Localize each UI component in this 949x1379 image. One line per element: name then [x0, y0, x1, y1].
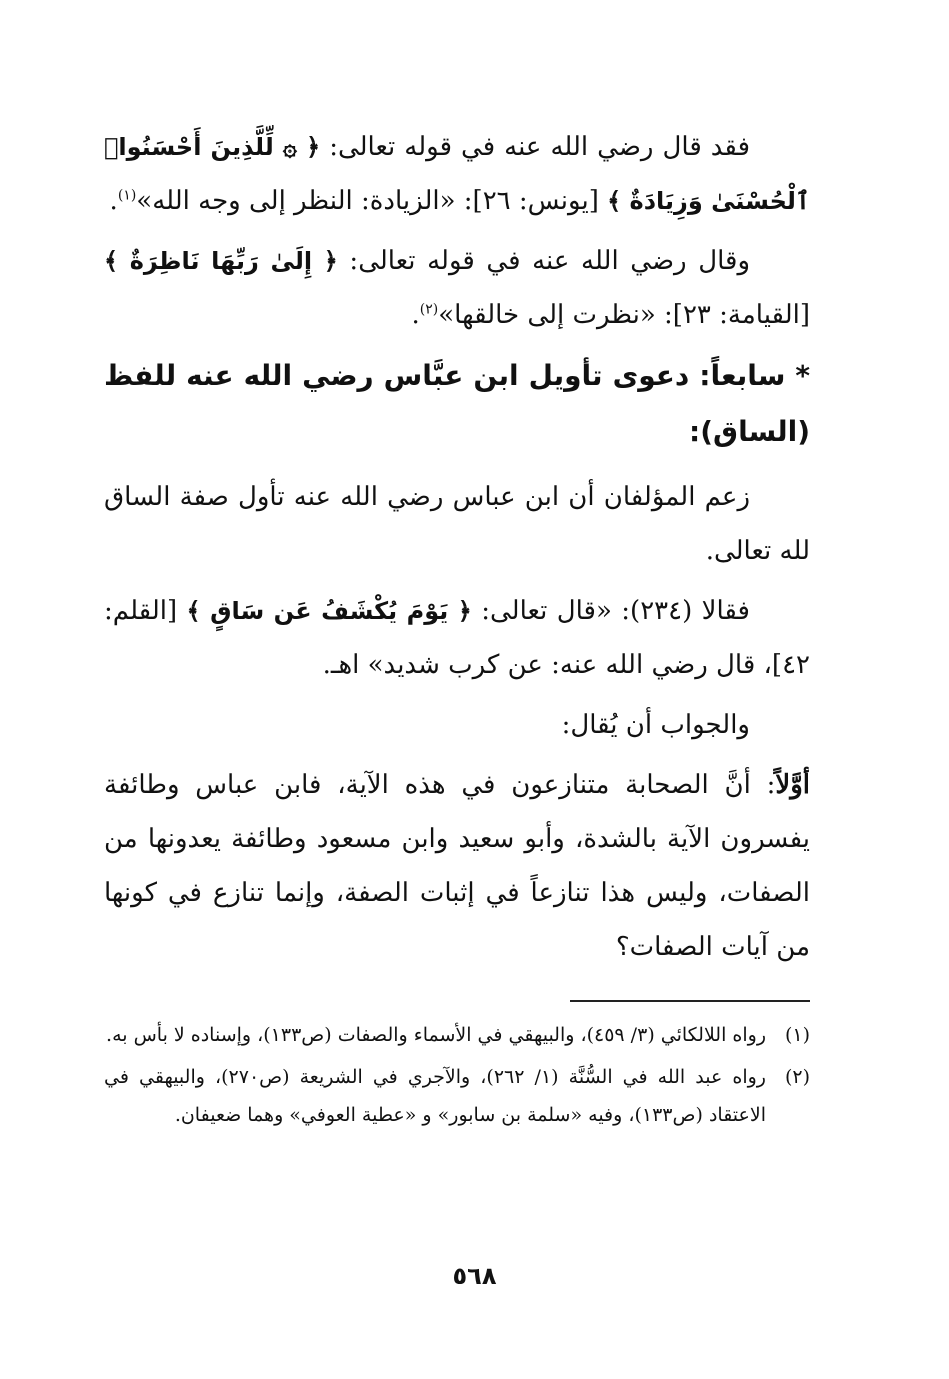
- footnote-1-number: (١): [784, 1024, 810, 1046]
- paragraph-3: زعم المؤلفان أن ابن عباس رضي الله عنه تأول صفة الساق لله تعالى.: [104, 482, 810, 566]
- paragraph-6: [104, 758, 810, 974]
- paragraph-4: [104, 584, 810, 692]
- paragraph-1-intro: فقد قال رضي الله عنه في قوله تعالى:: [320, 132, 750, 162]
- quran-verse-yunus: ﴿ ۞ لِّلَّذِينَ أَحْسَنُوا۟ ٱلْحُسْنَىٰ وَزِيَادَةٌ ﴾: [104, 133, 810, 215]
- paragraph-2: [104, 234, 810, 342]
- footnote-ref-2[interactable]: (٢): [419, 301, 439, 318]
- paragraph-1-citation: [يونس: ٢٦]: «الزيادة: النظر إلى وجه الله»: [136, 186, 608, 216]
- quran-verse-qiyamah: ﴿ إِلَىٰ رَبِّهَا نَاظِرَةٌ ﴾: [104, 247, 338, 275]
- paragraph-4-rest: [القلم: ٤٢]، قال رضي الله عنه: عن كرب شديد» اهـ.: [104, 596, 810, 680]
- paragraph-1: [104, 120, 810, 228]
- quran-verse-qalam: ﴿ يَوْمَ يُكْشَفُ عَن سَاقٍ ﴾: [186, 597, 472, 625]
- paragraph-1-end: .: [109, 186, 118, 216]
- paragraph-2-citation: [القيامة: ٢٣]: «نظرت إلى خالقها»: [438, 300, 810, 330]
- paragraph-6-text: : أنَّ الصحابة متنازعون في هذه الآية، فابن عباس وطائفة يفسرون الآية بالشدة، وأبو سعيد وابن مسعود وطائفة يعدونها من الصفات، وليس هذا تنازعاً في إثبات الصفة، وإنما تنازع في كونها من آيات الصفات؟: [104, 770, 810, 962]
- footnote-2: [104, 1058, 810, 1134]
- footnote-2-number: (٢): [784, 1066, 810, 1088]
- footnote-1-text: رواه اللالكائي (٣/ ٤٥٩)، والبيهقي في الأسماء والصفات (ص١٣٣)، وإسناده لا بأس به.: [106, 1024, 766, 1046]
- footnote-divider: [570, 1000, 810, 1002]
- footnote-1: [104, 1016, 810, 1054]
- section-heading: * سابعاً: دعوى تأويل ابن عبَّاس رضي الله عنه للفظ (الساق):: [104, 359, 810, 448]
- paragraph-2-intro: وقال رضي الله عنه في قوله تعالى:: [337, 246, 750, 276]
- paragraph-6-lead: أوَّلاً: [775, 770, 810, 800]
- footnote-2-text: رواه عبد الله في السُّنَّة (١/ ٢٦٢)، والآجري في الشريعة (ص٢٧٠)، والبيهقي في الاعتقاد (ص١٣٣)، وفيه «سلمة بن سابور» و «عطية العوفي» وهما ضعيفان.: [104, 1066, 766, 1126]
- paragraph-5: والجواب أن يُقال:: [561, 710, 750, 740]
- paragraph-4-intro: فقالا (٢٣٤): «قال تعالى:: [471, 596, 750, 626]
- footnote-ref-1[interactable]: (١): [117, 187, 137, 204]
- page-body: [104, 120, 810, 1350]
- paragraph-2-end: .: [411, 300, 420, 330]
- page-number: ٥٦٨: [452, 1262, 497, 1290]
